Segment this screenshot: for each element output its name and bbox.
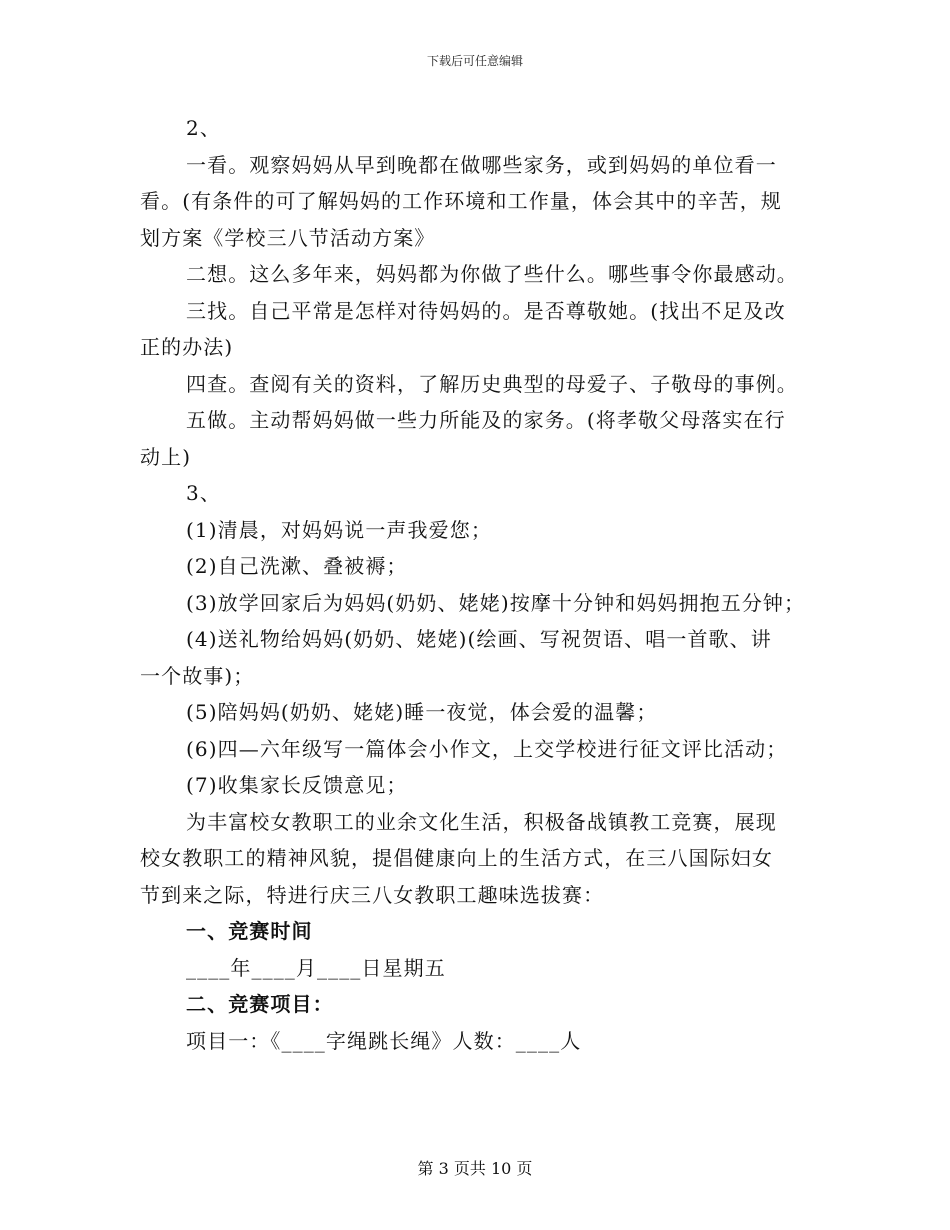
page-footer: 第 3 页共 10 页 (417, 1159, 533, 1178)
paragraph-line: 项目一：《____字绳跳长绳》人数：____人 (186, 1028, 582, 1053)
paragraph-line: 二想。这么多年来，妈妈都为你做了些什么。哪些事令你最感动。 (186, 262, 798, 286)
paragraph-line: 五做。主动帮妈妈做一些力所能及的家务。(将孝敬父母落实在行 (186, 408, 786, 432)
paragraph-line: 一个故事)； (140, 663, 255, 688)
paragraph-line: (3)放学回家后为妈妈(奶奶、姥姥)按摩十分钟和妈妈拥抱五分钟； (186, 590, 806, 615)
paragraph-line: 节到来之际，特进行庆三八女教职工趣味选拔赛： (140, 882, 605, 907)
paragraph-line: 三找。自己平常是怎样对待妈妈的。是否尊敬她。(找出不足及改 (186, 298, 786, 323)
paragraph-line: (7)收集家长反馈意见； (186, 773, 408, 797)
paragraph-line: 为丰富校女教职工的业余文化生活，积极备战镇教工竞赛，展现 (186, 809, 777, 834)
paragraph-line: 一看。观察妈妈从早到晚都在做哪些家务，或到妈妈的单位看一 (186, 152, 777, 177)
paragraph-line: 3、 (186, 481, 221, 505)
paragraph-line: 四查。查阅有关的资料，了解历史典型的母爱子、子敬母的事例。 (186, 371, 798, 396)
page-header: 下载后可任意编辑 (426, 54, 523, 68)
paragraph-line: ____年____月____日星期五 (186, 955, 446, 980)
paragraph-line: 2、 (186, 116, 221, 140)
paragraph-line: (2)自己洗漱、叠被褥； (186, 554, 408, 578)
paragraph-line: (4)送礼物给妈妈(奶奶、姥姥)(绘画、写祝贺语、唱一首歌、讲 (186, 627, 772, 651)
paragraph-line: 划方案《学校三八节活动方案》 (140, 225, 436, 250)
section-heading: 一、竞赛时间 (186, 919, 313, 943)
paragraph-line: 动上) (140, 444, 192, 469)
paragraph-line: 看。(有条件的可了解妈妈的工作环境和工作量，体会其中的辛苦，规 (140, 189, 782, 213)
paragraph-line: (5)陪妈妈(奶奶、姥姥)睡一夜觉，体会爱的温馨； (186, 700, 658, 724)
document-body (140, 110, 812, 1059)
paragraph-line: 校女教职工的精神风貌，提倡健康向上的生活方式，在三八国际妇女 (140, 846, 773, 870)
paragraph-line: (6)四—六年级写一篇体会小作文，上交学校进行征文评比活动； (186, 736, 788, 761)
paragraph-line: (1)清晨，对妈妈说一声我爱您； (186, 517, 492, 542)
paragraph-line: 正的办法) (140, 335, 234, 359)
section-heading: 二、竞赛项目： (186, 992, 334, 1016)
